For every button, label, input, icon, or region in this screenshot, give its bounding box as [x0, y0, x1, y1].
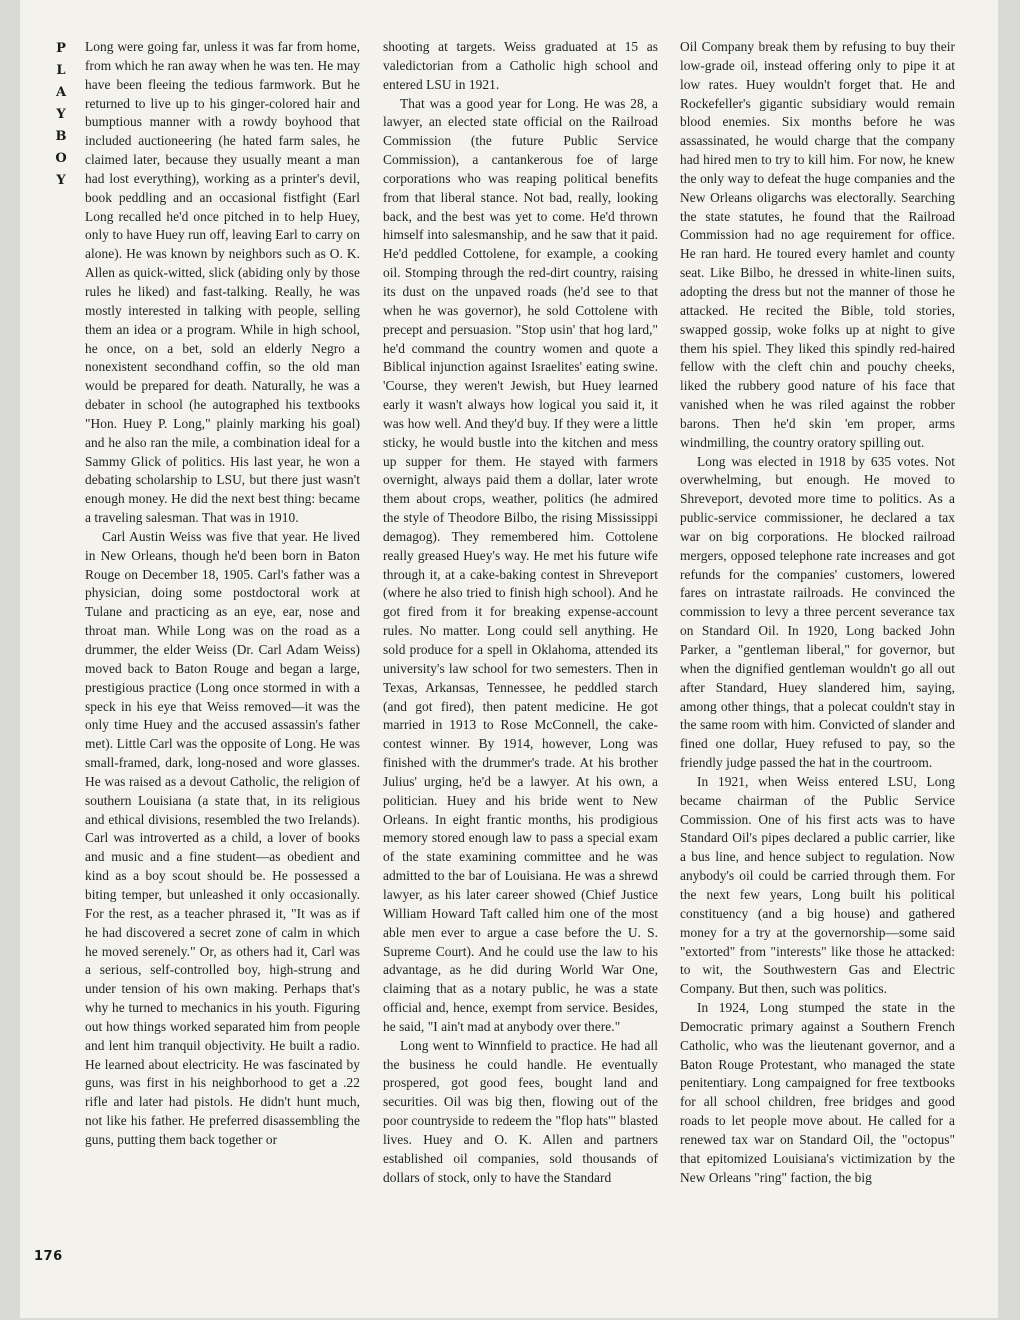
masthead-letter: L: [56, 63, 66, 78]
paragraph: shooting at targets. Weiss graduated at 15 as valedictorian from a Catholic high school and entered LSU in 1921.: [383, 39, 658, 92]
paragraph: That was a good year for Long. He was 28, a lawyer, an elected state official on the Railroad Commission (the future Public Service Commission), a cantankerous foe of large corporations who was reaping political benefits from that liberal stance. Not bad, really, looking back, and the best was yet to come. He'd thrown himself into salesmanship, and he saw that it paid. He'd peddled Cottolene, for example, a cooking oil. Stomping through the red-dirt country, raising its dust on the unpaved roads (he'd see to that when he was governor), he sold Cottolene with precept and persuasion. "Stop usin' that hog lard," he'd command the country women and quote a Biblical injunction against Israelites' eating swine. 'Course, they weren't Jewish, but Huey learned early it wasn't always how logical you said it, it was how well. And they'd buy. If they were a little sticky, he would bustle into the kitchen and mess up supper for them. He stayed with farmers overnight, always paid them a dollar, later wrote them about crops, weather, politics (he admired the style of Theodore Bilbo, the rising Mississippi demagog). They remembered him. Cottolene really greased Huey's way. He met his future wife through it, at a cake-baking contest in Shreveport (where he also tried to finish high school). And he got fired from it for breaking expense-account rules. No matter. Long could sell anything. He sold produce for a spell in Oklahoma, attended its university's law school for two semesters. Then in Texas, Arkansas, Tennessee, he peddled starch (and got fired), then patent medicine. He got married in 1913 to Rose McConnell, the cake-contest winner. By 1914, however, Long was finished with the drummer's trade. At his brother Julius' urging, he'd be a lawyer. At his own, a politician. Huey and his bride went to New Orleans. In eight frantic months, his prodigious memory stored enough law to pass a special exam of the state examining committee and he was admitted to the bar of Louisiana. He was a shrewd lawyer, as his later career showed (Chief Justice William Howard Taft called him one of the most able men ever to argue a case before the U. S. Supreme Court). And he could use the law to his advantage, as he did during World War One, claiming that as a notary public, he was a state official and, hence, exempt from service. Besides, he said, "I ain't mad at anybody over there.": [383, 95, 658, 1034]
paragraph: Long was elected in 1918 by 635 votes. Not overwhelming, but enough. He moved to Shreveport, devoted more time to politics. As a public-service commissioner, he declared a tax war on big corporations. He blocked railroad mergers, opposed telephone rate increases and got refunds for the companies' customers, lowered fares on intrastate railroads. He convinced the commission to levy a three percent severance tax on Standard Oil. In 1920, Long backed John Parker, a "gentleman liberal," for governor, but when the dignified gentleman wouldn't go all out after Standard, Huey slandered him, saying, among other things, that a polecat couldn't stay in the same room with him. Convicted of slander and fined one dollar, Huey refused to pay, so the friendly judge passed the hat in the courtroom.: [680, 453, 955, 771]
magazine-page: [20, 0, 998, 1318]
page-number: 176: [34, 1249, 63, 1264]
masthead-letter: B: [55, 129, 67, 144]
text-column-3: [680, 38, 955, 1187]
paragraph: Carl Austin Weiss was five that year. He lived in New Orleans, though he'd been born in Baton Rouge on December 18, 1905. Carl's father was a physician, doing some postdoctoral work at Tulane and practicing as an eye, ear, nose and throat man. While Long was on the road as a drummer, the elder Weiss (Dr. Carl Adam Weiss) moved back to Baton Rouge and began a large, prestigious practice (Long once stormed in with a speck in his eye that Weiss removed—it was the only time Huey and the accused assassin's father met). Little Carl was the opposite of Long. He was small-framed, dark, long-nosed and wore glasses. He was raised as a devout Catholic, the religion of southern Louisiana (a state that, in its religious and ethical divisions, resembled the two Irelands). Carl was introverted as a child, a lover of books and music and a fine student—as obedient and kind as a boy scout should be. He possessed a biting temper, but unleashed it only occasionally. For the rest, as a teacher phrased it, "It was as if he had discovered a secret zone of calm in which he moved serenely." Or, as others had it, Carl was a serious, self-controlled boy, high-strung and under tension of his own making. Perhaps that's why he turned to mechanics in his youth. Figuring out how things worked separated him from people and lent him tranquil objectivity. He built a radio. He learned about electricity. He was fascinated by guns, was first in his neighborhood to get a .22 rifle and later had pistols. He didn't hunt much, not like his father. He preferred disassembling the guns, putting them back together or: [85, 528, 360, 1147]
text-column-2: [383, 38, 658, 1187]
masthead-letter: P: [56, 41, 66, 56]
masthead: [53, 38, 69, 192]
paragraph: In 1924, Long stumped the state in the Democratic primary against a Southern French Catholic, who was the lieutenant governor, and a Baton Rouge Protestant, who managed the state penitentiary. Long campaigned for free textbooks for all school children, free bridges and good roads to let people move about. He called for a renewed tax war on Standard Oil, the "octopus" that epitomized Louisiana's victimization by the New Orleans "ring" faction, the big: [680, 1000, 955, 1185]
paragraph: Long went to Winnfield to practice. He had all the business he could handle. He eventually prospered, got good fees, bought land and securities. Oil was big then, flowing out of the poor countryside to redeem the "flop hats'" blasted lives. Huey and O. K. Allen and partners established oil companies, sold thousands of dollars of stock, only to have the Standard: [383, 1037, 658, 1185]
masthead-letter: Y: [56, 107, 66, 122]
masthead-letter: O: [55, 151, 67, 166]
text-column-1: [85, 38, 360, 1150]
masthead-letter: Y: [56, 173, 66, 188]
masthead-letter: A: [55, 85, 67, 100]
paragraph: Long were going far, unless it was far from home, from which he ran away when he was ten. He may have been fleeing the tedious farmwork. But he returned to live up to his ginger-colored hair and bumptious manner with a rowdy boyhood that included auctioneering (he hated farm sales, he claimed later, because they usually meant a man had lost everything), working as a printer's devil, book peddling and an occasional fistfight (Earl Long recalled he'd once pitched in to help Huey, only to have Huey run off, leaving Earl to carry on alone). He was known by neighbors such as O. K. Allen as quick-witted, slick (abiding only by those rules he liked) and fast-talking. Really, he was mostly interested in talking with people, selling them an idea or a program. While in high school, he once, on a bet, sold an elderly Negro a nonexistent secondhand coffin, so the old man would be prepared for death. Naturally, he was a debater in school (he autographed his textbooks "Hon. Huey P. Long," plainly marking his goal) and he also ran the mile, a combination ideal for a Sammy Glick of politics. His last year, he won a debating scholarship to LSU, but there just wasn't enough money. He did the next best thing: became a traveling salesman. That was in 1910.: [85, 39, 360, 526]
paragraph: In 1921, when Weiss entered LSU, Long became chairman of the Public Service Commission. One of his first acts was to have Standard Oil's pipes declared a public carrier, like a bus line, and hence subject to regulation. Now anybody's oil could be carried through them. For the next few years, Long built his political constituency (and a big house) and gathered money for a try at the governorship—some said "extorted" from "interests" like those he attacked: to wit, the Southwestern Gas and Electric Company. But then, such was politics.: [680, 773, 955, 997]
paragraph: Oil Company break them by refusing to buy their low-grade oil, instead offering only to pipe it at low rates. Huey wouldn't forget that. He and Rockefeller's gigantic subsidiary would remain blood enemies. Six months before he was assassinated, he would charge that the company had hired men to try to kill him. For now, he knew the only way to defeat the huge companies and the New Orleans oligarchs was electorally. Searching the state statutes, he found that the Railroad Commission had no age requirement for office. He ran hard. He toured every hamlet and county seat. Like Bilbo, he dressed in white-linen suits, adopting the dress but not the manner of those he attacked. He recited the Bible, told stories, swapped gossip, woke folks up at night to give them his spiel. They liked this spindly red-haired fellow with the cleft chin and pouchy cheeks, liked the rubbery good nature of his face that vanished when he was riled against the robber barons. Then he'd skin 'em proper, arms windmilling, the country oratory spilling out.: [680, 39, 955, 450]
